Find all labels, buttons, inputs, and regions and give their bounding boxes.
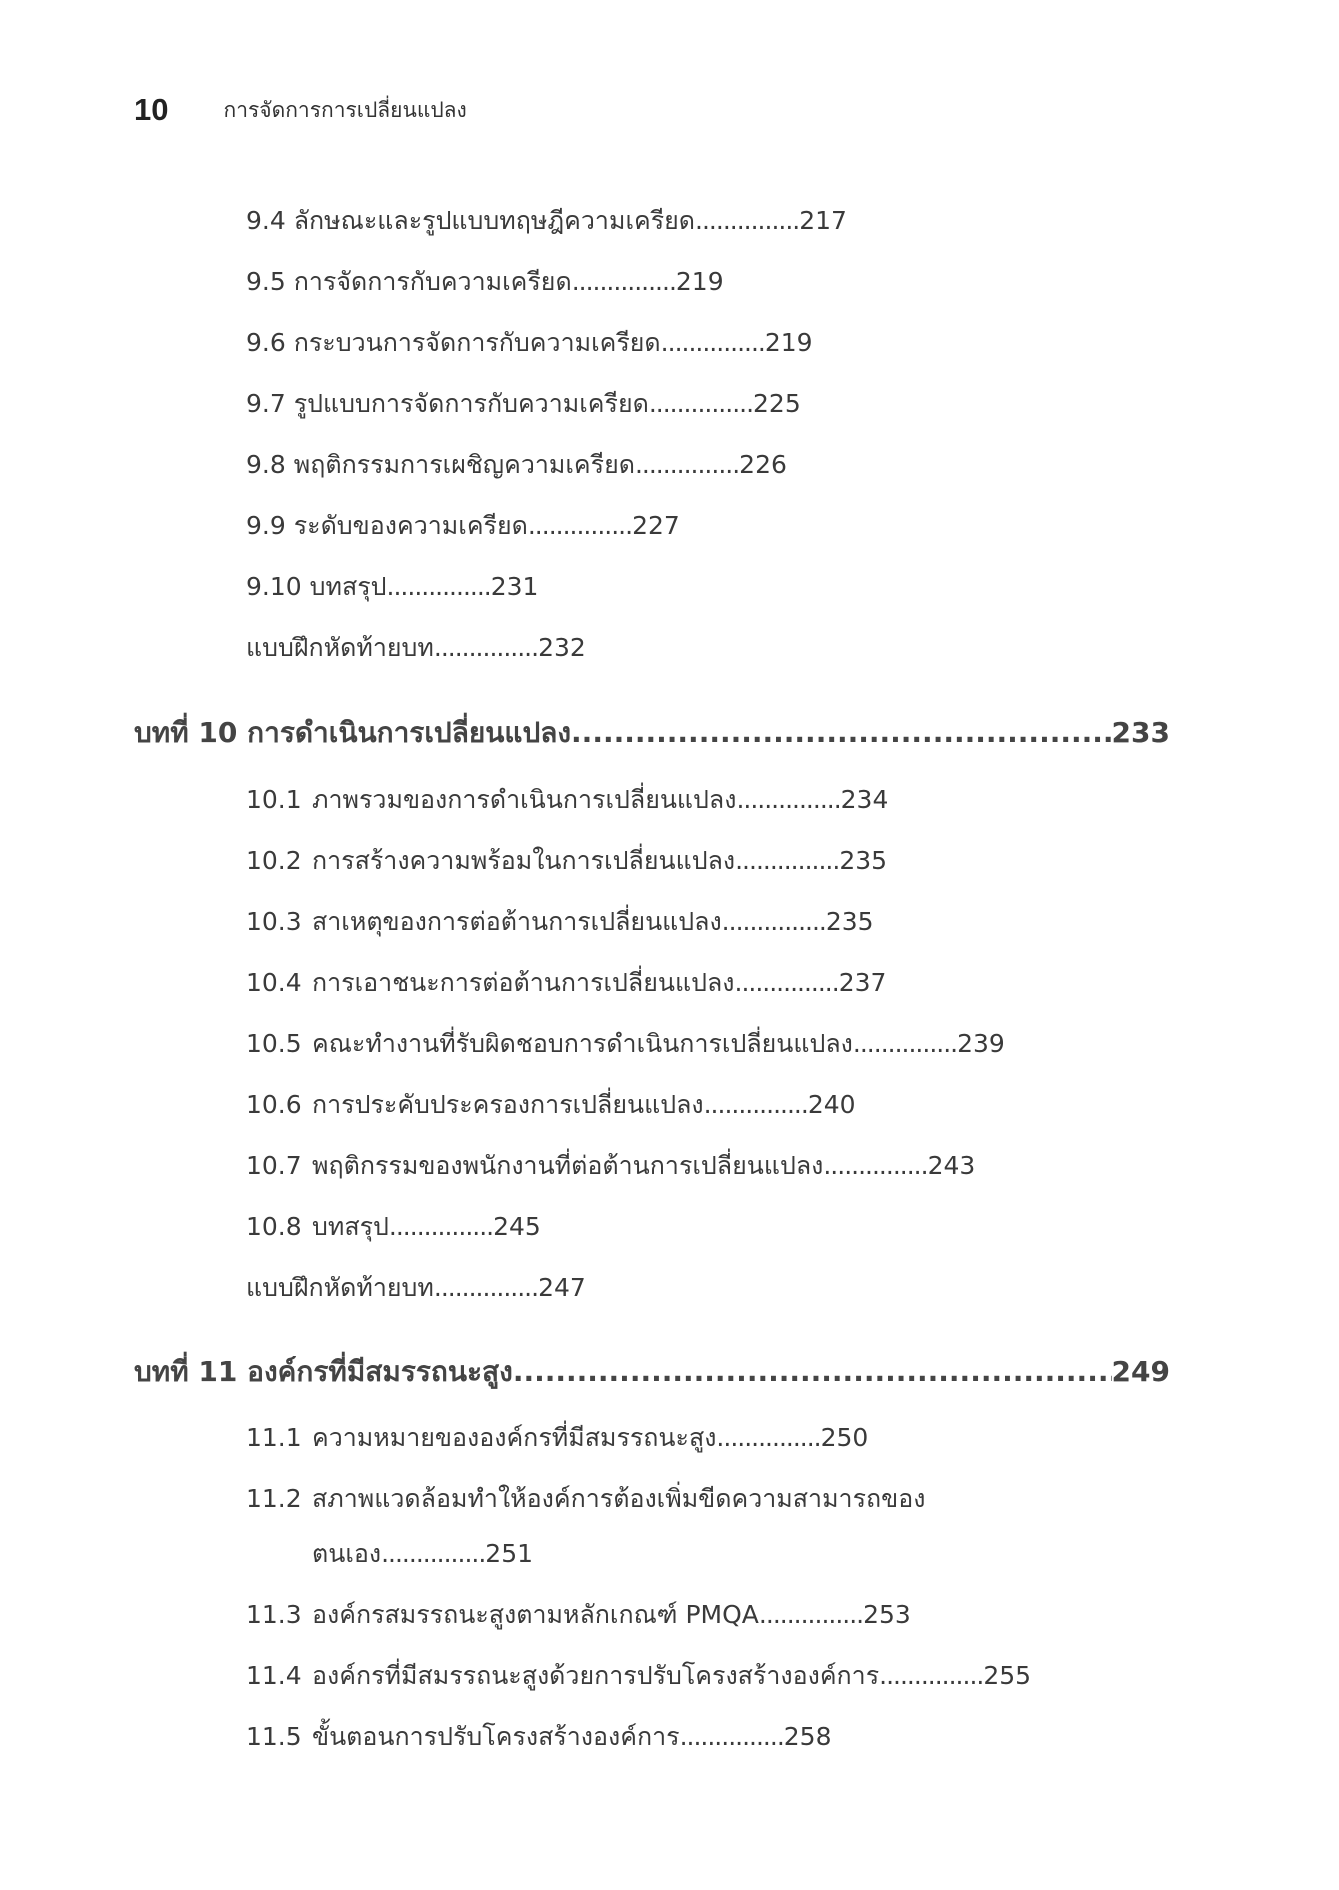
section-title: บทสรุป xyxy=(312,1212,389,1241)
section-number: 10.5 xyxy=(246,1029,302,1058)
toc-entry-9-5 xyxy=(246,269,724,294)
toc-entry-11-3 xyxy=(246,1602,911,1627)
section-title: ลักษณะและรูปแบบทฤษฎีความเครียด xyxy=(293,206,696,235)
toc-entry-exercises-9 xyxy=(246,635,586,660)
section-title: สาเหตุของการต่อต้านการเปลี่ยนแปลง xyxy=(312,907,722,936)
section-title: องค์กรที่มีสมรรถนะสูงด้วยการปรับโครงสร้างองค์การ xyxy=(312,1661,880,1690)
toc-entry-11-2 xyxy=(246,1486,925,1511)
toc-entry-9-9 xyxy=(246,513,680,538)
dot-leader xyxy=(389,1212,493,1241)
section-number: 9.4 xyxy=(246,206,286,235)
section-title: ความหมายขององค์กรที่มีสมรรถนะสูง xyxy=(312,1423,717,1452)
dot-leader xyxy=(759,1600,863,1629)
dot-leader xyxy=(716,1423,820,1452)
toc-entry-9-6 xyxy=(246,330,813,355)
toc-entry-11-5 xyxy=(246,1724,831,1749)
toc-entry-9-8 xyxy=(246,452,787,477)
section-title: แบบฝึกหัดท้ายบท xyxy=(246,633,434,662)
chapter-label: บทที่ 10 xyxy=(134,716,238,749)
dot-leader xyxy=(434,1273,538,1302)
section-title: องค์กรสมรรถนะสูงตามหลักเกณฑ์ PMQA xyxy=(312,1600,759,1629)
toc-entry-exercises-10 xyxy=(246,1275,586,1300)
dot-leader xyxy=(704,1090,808,1119)
toc-entry-11-1 xyxy=(246,1425,868,1450)
dot-leader xyxy=(528,511,632,540)
page-ref: 258 xyxy=(783,1722,832,1751)
page-ref: 249 xyxy=(1111,1355,1170,1388)
toc-entry-10-3 xyxy=(246,909,874,934)
section-number: 11.1 xyxy=(246,1423,302,1452)
dot-leader xyxy=(635,450,739,479)
page-ref: 255 xyxy=(983,1661,1032,1690)
dot-leader xyxy=(434,633,538,662)
toc-entry-10-1 xyxy=(246,787,888,812)
section-number: 10.3 xyxy=(246,907,302,936)
toc-entry-10-8 xyxy=(246,1214,541,1239)
section-title: ภาพรวมของการดำเนินการเปลี่ยนแปลง xyxy=(312,785,737,814)
section-title: พฤติกรรมของพนักงานที่ต่อต้านการเปลี่ยนแปลง xyxy=(312,1151,824,1180)
page-ref: 245 xyxy=(493,1212,541,1241)
page-ref: 253 xyxy=(863,1600,911,1629)
section-number: 10.4 xyxy=(246,968,302,997)
running-title: การจัดการการเปลี่ยนแปลง xyxy=(223,97,467,122)
section-number: 10.6 xyxy=(246,1090,302,1119)
dot-leader xyxy=(735,968,839,997)
section-title: แบบฝึกหัดท้ายบท xyxy=(246,1273,434,1302)
page-ref: 232 xyxy=(538,633,586,662)
page-ref: 243 xyxy=(927,1151,976,1180)
section-number: 11.2 xyxy=(246,1484,302,1513)
dot-leader xyxy=(736,785,840,814)
page-ref: 219 xyxy=(764,328,813,357)
dot-leader xyxy=(649,389,753,418)
chapter-title: การดำเนินการเปลี่ยนแปลง xyxy=(247,716,572,749)
section-number: 10.1 xyxy=(246,785,302,814)
section-title: การจัดการกับความเครียด xyxy=(293,267,572,296)
toc-entry-10-2 xyxy=(246,848,887,873)
toc-entry-9-10 xyxy=(246,574,538,599)
page-ref: 240 xyxy=(807,1090,856,1119)
page-ref: 233 xyxy=(1111,716,1170,749)
section-number: 11.3 xyxy=(246,1600,302,1629)
section-title: ระดับของความเครียด xyxy=(293,511,528,540)
page-ref: 235 xyxy=(825,907,874,936)
section-number: 9.10 xyxy=(246,572,302,601)
toc-entry-9-7 xyxy=(246,391,801,416)
toc-entry-10-4 xyxy=(246,970,886,995)
dot-leader xyxy=(387,572,491,601)
dot-leader xyxy=(572,267,676,296)
toc-entry-10-7 xyxy=(246,1153,975,1178)
page-ref: 225 xyxy=(753,389,801,418)
section-title: บทสรุป xyxy=(309,572,387,601)
section-title: คณะทำงานที่รับผิดชอบการดำเนินการเปลี่ยนแปลง xyxy=(312,1029,853,1058)
page-ref: 251 xyxy=(485,1539,534,1568)
page-ref: 250 xyxy=(820,1423,869,1452)
section-title-continuation: ตนเอง xyxy=(312,1539,382,1568)
running-header xyxy=(134,86,467,134)
section-number: 9.7 xyxy=(246,389,286,418)
page-ref: 226 xyxy=(739,450,787,479)
section-number: 9.5 xyxy=(246,267,286,296)
section-number: 10.2 xyxy=(246,846,302,875)
page-ref: 239 xyxy=(957,1029,1005,1058)
toc-entry-10-5 xyxy=(246,1031,1005,1056)
dot-leader xyxy=(695,206,799,235)
dot-leader xyxy=(735,846,839,875)
section-number: 9.6 xyxy=(246,328,286,357)
section-number: 9.9 xyxy=(246,511,286,540)
page-ref: 217 xyxy=(799,206,847,235)
dot-leader xyxy=(823,1151,927,1180)
toc-entry-11-4 xyxy=(246,1663,1031,1688)
section-title: พฤติกรรมการเผชิญความเครียด xyxy=(293,450,635,479)
toc-entry-10-6 xyxy=(246,1092,856,1117)
page-ref: 237 xyxy=(838,968,887,997)
section-title: ขั้นตอนการปรับโครงสร้างองค์การ xyxy=(312,1722,680,1751)
dot-leader xyxy=(571,719,1112,747)
section-title: การเอาชนะการต่อต้านการเปลี่ยนแปลง xyxy=(312,968,735,997)
section-title: การประคับประครองการเปลี่ยนแปลง xyxy=(312,1090,704,1119)
dot-leader xyxy=(680,1722,784,1751)
section-number: 10.7 xyxy=(246,1151,302,1180)
page-ref: 227 xyxy=(632,511,680,540)
dot-leader xyxy=(513,1358,1112,1386)
dot-leader xyxy=(879,1661,983,1690)
toc-chapter-11 xyxy=(134,1355,1170,1388)
page-ref: 231 xyxy=(490,572,539,601)
toc-entry-11-2-continuation xyxy=(312,1541,533,1566)
page-ref: 247 xyxy=(538,1273,586,1302)
page-ref: 235 xyxy=(839,846,888,875)
section-number: 11.5 xyxy=(246,1722,302,1751)
section-number: 10.8 xyxy=(246,1212,302,1241)
chapter-label: บทที่ 11 xyxy=(134,1355,238,1388)
toc-entry-9-4 xyxy=(246,208,847,233)
section-title: สภาพแวดล้อมทำให้องค์การต้องเพิ่มขีดความสามารถของ xyxy=(312,1484,926,1513)
section-number: 9.8 xyxy=(246,450,286,479)
dot-leader xyxy=(661,328,765,357)
toc-chapter-10 xyxy=(134,716,1170,749)
page-number: 10 xyxy=(134,92,169,127)
page-ref: 234 xyxy=(840,785,889,814)
page-ref: 219 xyxy=(675,267,724,296)
section-title: การสร้างความพร้อมในการเปลี่ยนแปลง xyxy=(312,846,736,875)
section-title: รูปแบบการจัดการกับความเครียด xyxy=(293,389,649,418)
section-title: กระบวนการจัดการกับความเครียด xyxy=(293,328,661,357)
dot-leader xyxy=(853,1029,957,1058)
dot-leader xyxy=(722,907,826,936)
chapter-title: องค์กรที่มีสมรรถนะสูง xyxy=(247,1355,513,1388)
section-number: 11.4 xyxy=(246,1661,302,1690)
dot-leader xyxy=(381,1539,485,1568)
